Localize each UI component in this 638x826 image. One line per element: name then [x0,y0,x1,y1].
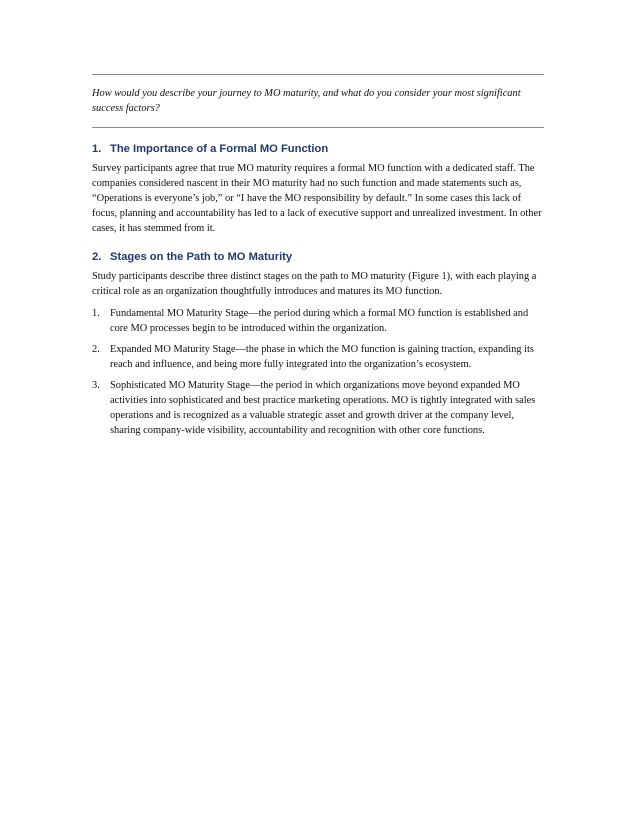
section-importance [92,141,544,236]
list-item-text: Sophisticated MO Maturity Stage—the period in which organizations move beyond expanded MO activities into sophisticated and best practice marketing operations. MO is tightly integrated with sales operations and is recognized as a valuable strategic asset and growth driver at the company level, sharing company-wide visibility, accountability and recognition with other core functions. [110,380,536,436]
list-item-text: Expanded MO Maturity Stage—the phase in which the MO function is gaining traction, expanding its reach and influence, and being more fully integrated into the organization’s ecosystem. [110,344,534,370]
section-stages [92,249,544,438]
list-item [92,342,544,372]
section-paragraph: Study participants describe three distinct stages on the path to MO maturity (Figure 1), with each playing a critical role as an organization thoughtfully introduces and matures its MO function. [92,271,537,297]
top-rule [92,74,544,75]
section-paragraph: Survey participants agree that true MO maturity requires a formal MO function with a dedicated staff. The companies considered nascent in their MO maturity had no such function and made statements such as, “Operations is everyone’s job,” or “I have the MO responsibility by default.” In some cases this lack of focus, planning and accountability has led to a lack of executive support and unrealized investment. In other cases, it has stemmed from it. [92,163,542,234]
stages-list [92,306,544,438]
section-number: 2. [92,251,102,263]
document-page [92,74,544,444]
list-marker: 2. [92,344,100,355]
section-title: The Importance of a Formal MO Function [110,143,329,155]
section-title: Stages on the Path to MO Maturity [110,251,293,263]
list-marker: 1. [92,308,100,319]
interview-question: How would you describe your journey to MO maturity, and what do you consider your most significant success factors? [92,88,521,114]
list-marker: 3. [92,380,100,391]
list-item [92,378,544,438]
section-heading [92,249,544,265]
list-item-text: Fundamental MO Maturity Stage—the period during which a formal MO function is established and core MO processes begin to be introduced within the organization. [110,308,529,334]
section-heading [92,141,544,157]
list-item [92,306,544,336]
section-number: 1. [92,143,102,155]
bottom-rule [92,127,544,128]
